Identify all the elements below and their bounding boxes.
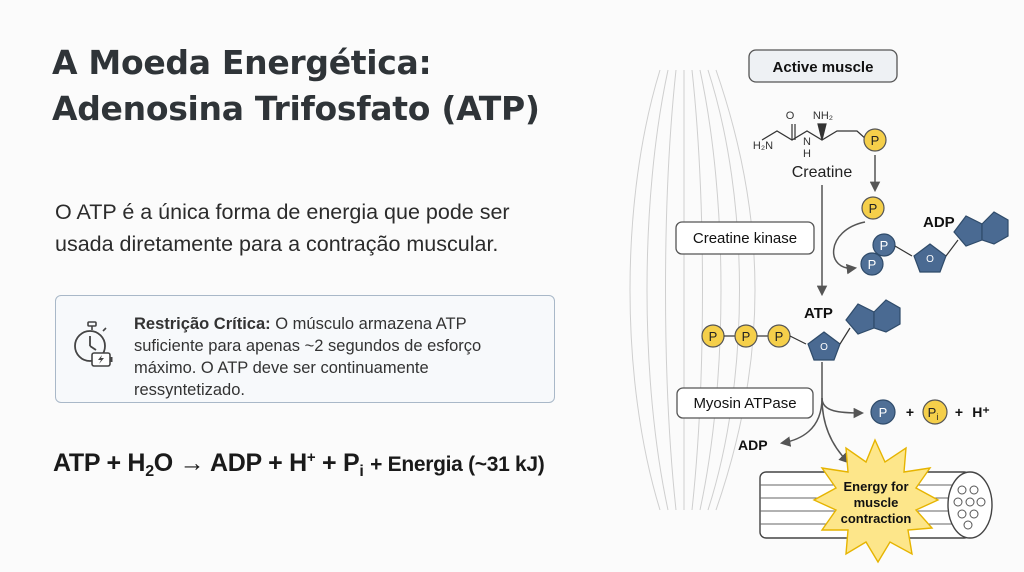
burst-line-1: Energy for [843,479,909,494]
creatine-hydrogen: H [803,148,811,160]
creatine-amine: NH₂ [812,110,834,122]
adp-base-bond [946,240,958,256]
critical-restriction-callout [55,295,555,403]
callout-label: Restrição Crítica: [134,315,271,333]
title-line-2: Adenosina Trifosfato (ATP) [52,89,540,128]
adp-phosphate-2-label: P [867,257,877,272]
adp-bond [895,246,912,256]
creatine-nitrogen: N [803,136,811,148]
adp-top-label: ADP [923,214,955,231]
eq-energy: + Energia (~31 kJ) [370,453,545,476]
eq-plus-2: + [268,449,283,477]
page-title [52,40,540,132]
atp-base-ring-1 [846,304,874,334]
product-pi-label: $P_i$ [927,405,939,422]
atp-phosphate-3-label: P [774,329,784,344]
adp-phosphate-1-label: P [879,238,889,253]
muscle-fiber-background [630,70,755,510]
intro-line-1: O ATP é a única forma de energia que pode ser [55,200,510,224]
creatine-kinase-label: Creatine kinase [692,230,798,247]
creatine-h2n: H₂N [752,140,774,152]
products-plus-2: + [954,404,964,420]
atp-cycle-diagram [600,0,1024,572]
eq-atp: ATP [53,449,100,477]
transferred-phosphate-label: P [868,201,878,216]
atp-ribose-oxygen: O [820,342,828,353]
callout-line-1: O músculo armazena ATP [275,315,467,333]
burst-line-2: muscle [853,495,899,510]
creatine-phosphate-label: P [870,133,880,148]
eq-hydrogen-ion: H+ [289,449,316,477]
callout-line-3: máximo. O ATP deve ser continuamente [134,359,429,377]
adp-base-ring-2 [982,212,1008,244]
atp-base-ring-2 [874,300,900,332]
adp-base-ring-1 [954,216,982,246]
creatine-structure [762,124,867,140]
callout-line-2: suficiente para apenas ~2 segundos de esforço [134,337,482,355]
eq-plus-3: + [321,449,337,477]
burst-line-3: contraction [840,511,912,526]
eq-water: $H_2O$ [127,449,173,480]
atp-label: ATP [804,305,833,322]
callout-text [134,313,544,401]
atp-phosphate-1-label: P [708,329,718,344]
products-arrow [822,398,862,413]
title-line-1: A Moeda Energética: [52,43,432,82]
active-muscle-label: Active muscle [772,59,874,76]
atp-phosphate-2-label: P [741,329,751,344]
eq-adp: ADP [210,449,262,477]
myosin-atpase-label: Myosin ATPase [693,395,797,412]
eq-plus-1: + [106,449,121,477]
product-hydrogen-ion: H⁺ [972,404,990,420]
callout-line-4: ressyntetizado. [134,381,245,399]
eq-phosphate: $P_i$ [342,449,364,480]
adp-bottom-label: ADP [738,437,768,453]
adp-ribose-oxygen: O [926,254,934,265]
atp-hydrolysis-equation [53,449,545,481]
creatine-label: Creatine [791,164,853,181]
stopwatch-battery-icon [70,320,114,372]
creatine-oxygen: O [785,110,795,122]
intro-line-2: usada diretamente para a contração muscular. [55,232,499,256]
eq-arrow: → [179,449,205,477]
intro-paragraph [55,196,575,260]
products-plus-1: + [905,404,915,420]
product-phosphate-blue-label: P [878,405,888,420]
phosphate-transfer-arrow [834,222,865,268]
